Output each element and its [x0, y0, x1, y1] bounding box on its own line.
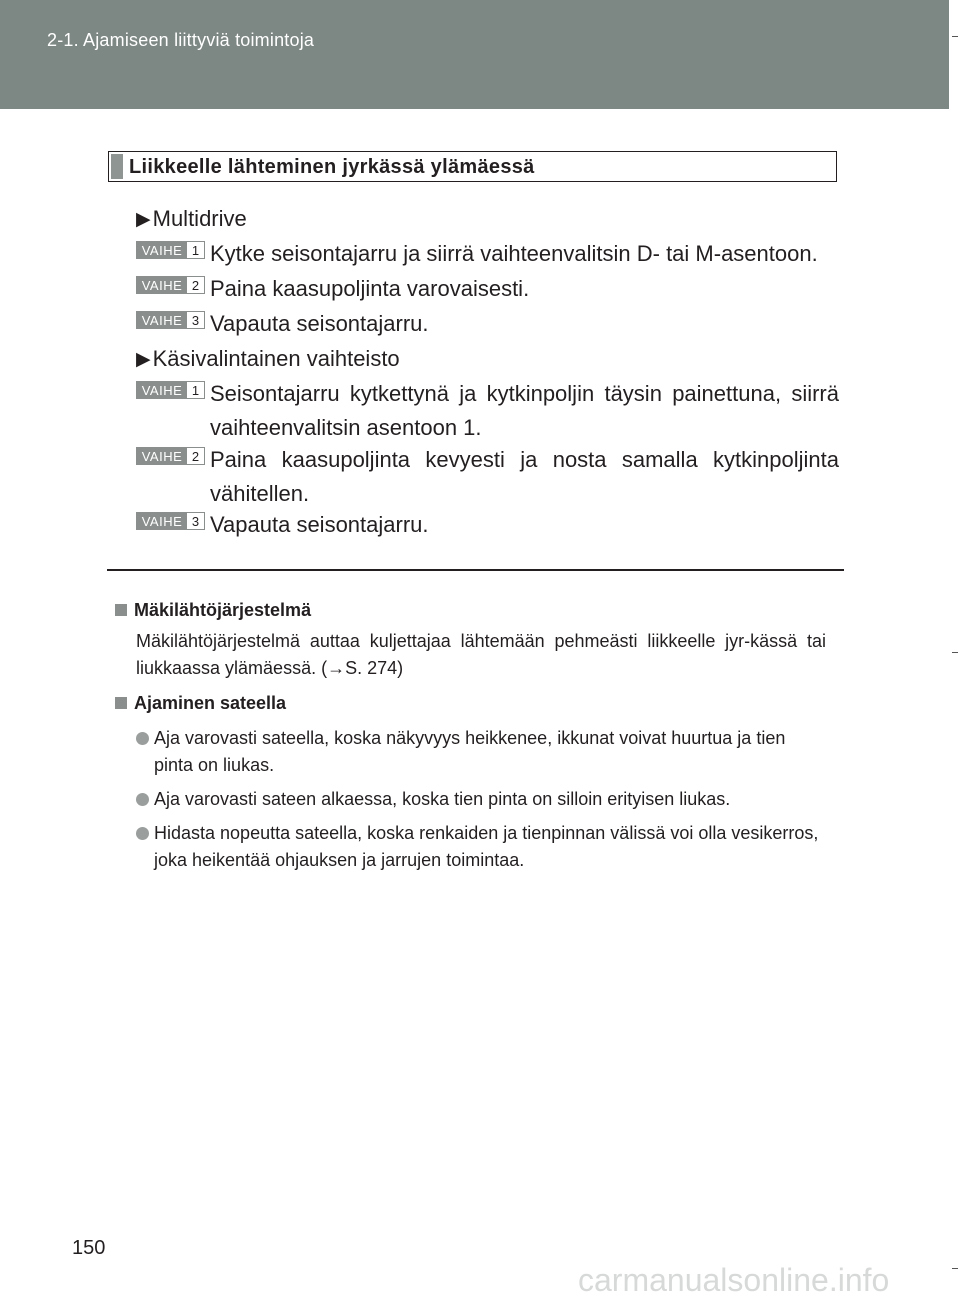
list-item-text: Aja varovasti sateella, koska näkyvyys heikkenee, ikkunat voivat huurtua ja tien pinta on liukas. — [154, 728, 786, 775]
step-badge-word: VAIHE — [137, 448, 187, 464]
note-heading: Mäkilähtöjärjestelmä — [115, 600, 311, 621]
list-item — [136, 820, 828, 874]
list-item — [136, 725, 828, 779]
step-item — [136, 508, 839, 542]
header-band — [0, 0, 949, 109]
step-item — [136, 307, 839, 341]
procedure-label-manual: ▶Käsivalintainen vaihteisto — [136, 346, 400, 371]
step-badge — [136, 381, 205, 399]
section-heading: Liikkeelle lähteminen jyrkässä ylämäessä — [129, 156, 535, 178]
step-badge-word: VAIHE — [137, 513, 187, 529]
section-title: 2-1. Ajamiseen liittyviä toimintoja — [47, 30, 315, 50]
heading-accent-bar — [111, 154, 123, 179]
procedure-label-multidrive: ▶Multidrive — [136, 206, 247, 231]
page-number: 150 — [72, 1237, 106, 1259]
step-badge — [136, 276, 205, 294]
step-badge — [136, 241, 205, 259]
step-item — [136, 377, 839, 445]
list-item-text: Hidasta nopeutta sateella, koska renkaiden ja tienpinnan välissä voi olla vesikerros, joka heikentää ohjauksen ja jarrujen toimintaa. — [154, 823, 819, 870]
square-bullet-icon — [115, 697, 127, 709]
round-bullet-icon — [136, 732, 149, 745]
step-badge-word: VAIHE — [137, 242, 187, 258]
round-bullet-icon — [136, 793, 149, 806]
step-badge-number: 3 — [187, 513, 204, 529]
step-badge-word: VAIHE — [137, 312, 187, 328]
step-badge-number: 1 — [187, 382, 204, 398]
step-text: Vapauta seisontajarru. — [210, 512, 429, 537]
note-paragraph: Mäkilähtöjärjestelmä auttaa kuljettajaa lähtemään pehmeästi liikkeelle jyr-kässä tai liukkaassa ylämäessä. (→S. 274) — [136, 631, 826, 678]
watermark: carmanualsonline.info — [578, 1262, 890, 1298]
crop-mark — [952, 36, 958, 37]
step-badge-number: 1 — [187, 242, 204, 258]
step-badge-word: VAIHE — [137, 382, 187, 398]
step-item — [136, 272, 839, 306]
step-badge — [136, 311, 205, 329]
step-badge-number: 3 — [187, 312, 204, 328]
step-text: Kytke seisontajarru ja siirrä vaihteenvalitsin D- tai M-asentoon. — [210, 241, 818, 266]
triangle-right-icon: ▶ — [136, 209, 151, 230]
list-item-text: Aja varovasti sateen alkaessa, koska tien pinta on silloin erityisen liukas. — [154, 789, 731, 809]
note-heading: Ajaminen sateella — [115, 693, 286, 714]
step-badge — [136, 512, 205, 530]
triangle-right-icon: ▶ — [136, 349, 151, 370]
square-bullet-icon — [115, 604, 127, 616]
step-badge-word: VAIHE — [137, 277, 187, 293]
list-item — [136, 786, 828, 813]
step-item — [136, 443, 839, 511]
section-heading-box — [108, 151, 837, 182]
step-text: Seisontajarru kytkettynä ja kytkinpoljin täysin painettuna, siirrä vaihteenvalitsin asentoon 1. — [210, 381, 839, 440]
crop-mark — [952, 1268, 958, 1269]
section-divider — [107, 569, 844, 571]
step-item — [136, 237, 839, 271]
round-bullet-icon — [136, 827, 149, 840]
step-badge — [136, 447, 205, 465]
crop-mark — [952, 652, 958, 653]
step-badge-number: 2 — [187, 277, 204, 293]
step-badge-number: 2 — [187, 448, 204, 464]
step-text: Vapauta seisontajarru. — [210, 311, 429, 336]
step-text: Paina kaasupoljinta kevyesti ja nosta samalla kytkinpoljinta vähitellen. — [210, 447, 839, 506]
step-text: Paina kaasupoljinta varovaisesti. — [210, 276, 530, 301]
